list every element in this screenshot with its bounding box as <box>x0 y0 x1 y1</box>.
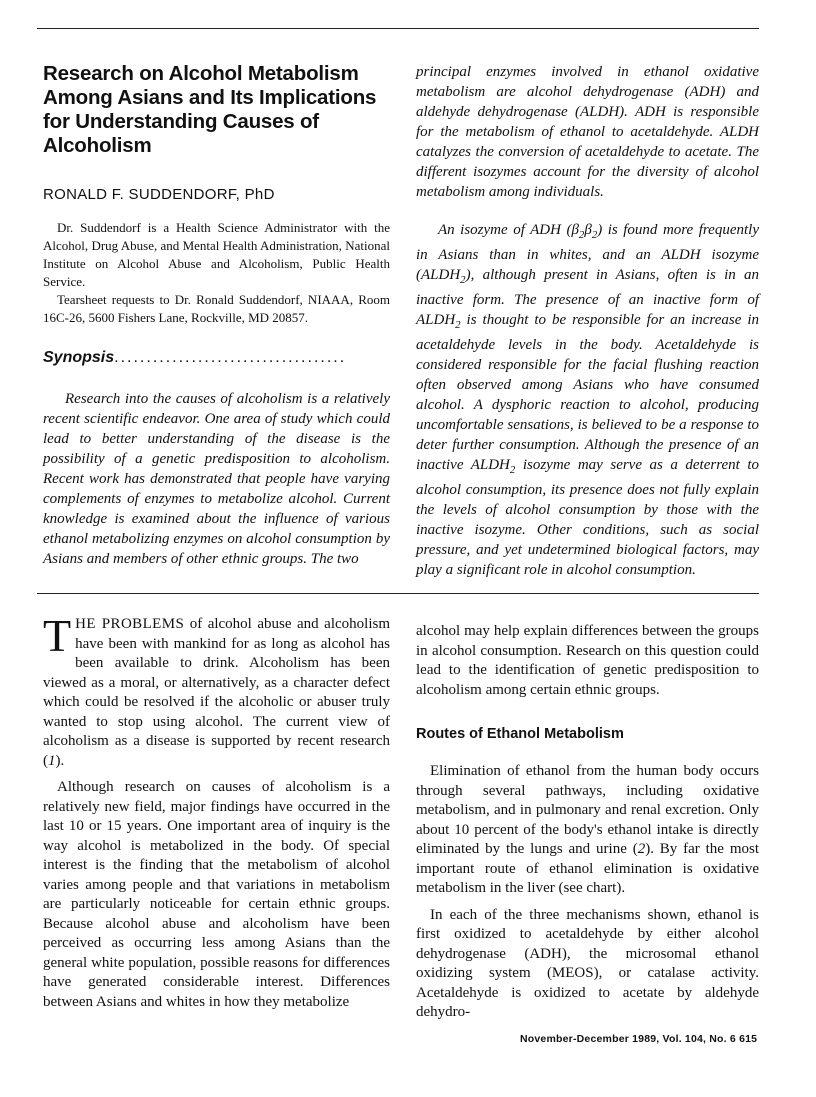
author-byline: RONALD F. SUDDENDORF, PhD <box>43 186 275 203</box>
synopsis-paragraph-3 <box>416 220 759 580</box>
synopsis-p3-subscript: 2 <box>455 319 461 331</box>
body-paragraph-4 <box>416 762 759 899</box>
body-paragraph-3: alcohol may help explain differences between the groups in alcohol consumption. Research on this question could lead to the identification of genetic predisposition to alcoholism among certain ethnic groups. <box>416 623 759 698</box>
body-p1-end: ). <box>55 752 65 769</box>
lead-in-smallcaps: HE PROBLEMS <box>75 616 185 632</box>
section-heading: Routes of Ethanol Metabolism <box>416 726 624 742</box>
synopsis-paragraph-2: principal enzymes involved in ethanol oxidative metabolism are alcohol dehydrogenase (ADH) and aldehyde dehydrogenase (ALDH). ADH is responsible for the metabolism of ethanol to acetaldehyde. ALDH catalyzes the conversion of acetaldehyde to acetate. The different isozymes account for the diversity of alcohol metabolism among individuals. <box>416 64 759 200</box>
synopsis-p3-subscript: 2 <box>460 274 466 286</box>
header-column <box>43 62 390 581</box>
synopsis-heading <box>43 349 390 367</box>
page-footer-citation: November-December 1989, Vol. 104, No. 6 615 <box>520 1033 758 1045</box>
synopsis-bottom-rule <box>37 593 759 594</box>
synopsis-p3-subscript: 2 <box>578 229 585 241</box>
body-p4-text-a: Elimination of ethanol from the human body occurs through several pathways, including oxidative metabolism, and in pulmonary and renal excretion. Only about 10 percent of the body's ethanol intake is directly eliminated by the lungs and urine ( <box>416 763 759 857</box>
synopsis-right-column <box>416 62 759 592</box>
reference-2: 2 <box>637 841 646 857</box>
synopsis-p3-text-b: β <box>584 222 592 238</box>
synopsis-p3-subscript: 2 <box>509 464 516 476</box>
reference-1: 1 <box>48 752 56 769</box>
author-affiliation: Dr. Suddendorf is a Health Science Administrator with the Alcohol, Drug Abuse, and Mental Health Administration, National Institute on Alcohol Abuse and Alcoholism, Public Health Service. <box>43 220 390 289</box>
drop-cap: T <box>43 610 72 661</box>
synopsis-paragraph-1: Research into the causes of alcoholism is a relatively recent scientific endeavor. One area of study which could lead to better understanding of the disease is the possibility of a genetic predisposition to alcoholism. Recent work has demonstrated that people have varying complements of enzymes to metabolize alcohol. Current knowledge is examined about the influence of various ethanol metabolizing enzymes on alcohol consumption by Asians and members of other ethnic groups. The two <box>43 391 390 567</box>
body-paragraph-2: Although research on causes of alcoholism is a relatively new field, major findings have occurred in the last 10 or 15 years. One important area of inquiry is the way alcohol is metabolized in the body. Of special interest is the finding that the metabolism of alcohol varies among people and that variations in metabolism are particularly noticeable for certain ethnic groups. Because alcohol abuse and alcoholism have been perceived as occurring less among Asians than the general white population, possible reasons for differences have generated considerable interest. Differences between Asians and whites in how they metabolize <box>43 779 390 1010</box>
synopsis-p3-text-a: An isozyme of ADH (β <box>438 222 579 238</box>
body-p1-text: of alcohol abuse and alcoholism have been with mankind for as long as alcohol has been available to drink. Alcoholism has been viewed as a moral, or alternatively, as a character defect which could be resolved if the alcoholic or abuser truly wanted to stop using alcohol. The current view of alcoholism as a disease is supported by recent research ( <box>43 616 390 769</box>
synopsis-heading-dots: .................................... <box>114 349 347 366</box>
body-left-column <box>43 610 390 1019</box>
synopsis-p3-subscript: 2 <box>591 229 598 241</box>
body-right-column <box>416 622 759 1030</box>
body-paragraph-1 <box>43 610 390 771</box>
top-rule <box>37 28 759 29</box>
tearsheet-note: Tearsheet requests to Dr. Ronald Suddendorf, NIAAA, Room 16C-26, 5600 Fishers Lane, Rockville, MD 20857. <box>43 292 390 325</box>
body-p4-text-b: ). By far the most important route of ethanol elimination is oxidative metabolism in the liver (see chart). <box>416 841 759 896</box>
synopsis-p3-text-d: ), although present in Asians, often is in an inactive form. The presence of an inactive form of ALDH <box>416 267 759 328</box>
article-title: Research on Alcohol Metabolism Among Asians and Its Implications for Understanding Causes of Alcoholism <box>43 62 377 157</box>
synopsis-p3-text-c: ) is found more frequently in Asians than in whites, and an ALDH isozyme (ALDH <box>416 222 759 283</box>
body-paragraph-5: In each of the three mechanisms shown, ethanol is first oxidized to acetaldehyde by either alcohol dehydrogenase (ADH), the microsomal ethanol oxidizing system (MEOS), or catalase activity. Acetaldehyde is oxidized to acetate by aldehyde dehydro- <box>416 906 759 1020</box>
synopsis-p3-text-f: isozyme may serve as a deterrent to alcohol consumption, its presence does not fully explain the levels of alcohol consumption by those with the inactive isozyme. Other conditions, such as social pressure, and yet undetermined biological factors, may play a significant role in alcohol consumption. <box>416 457 760 578</box>
synopsis-p3-text-e: is thought to be responsible for an increase in acetaldehyde levels in the body. Acetaldehyde is considered responsible for the facial flushing reaction often observed among Asians who have consumed alcohol. A dysphoric reaction to alcohol, producing uncomfortable sensations, is believed to be a response to deter further consumption. Although the presence of an inactive ALDH <box>416 312 759 473</box>
synopsis-heading-label: Synopsis <box>43 349 115 366</box>
